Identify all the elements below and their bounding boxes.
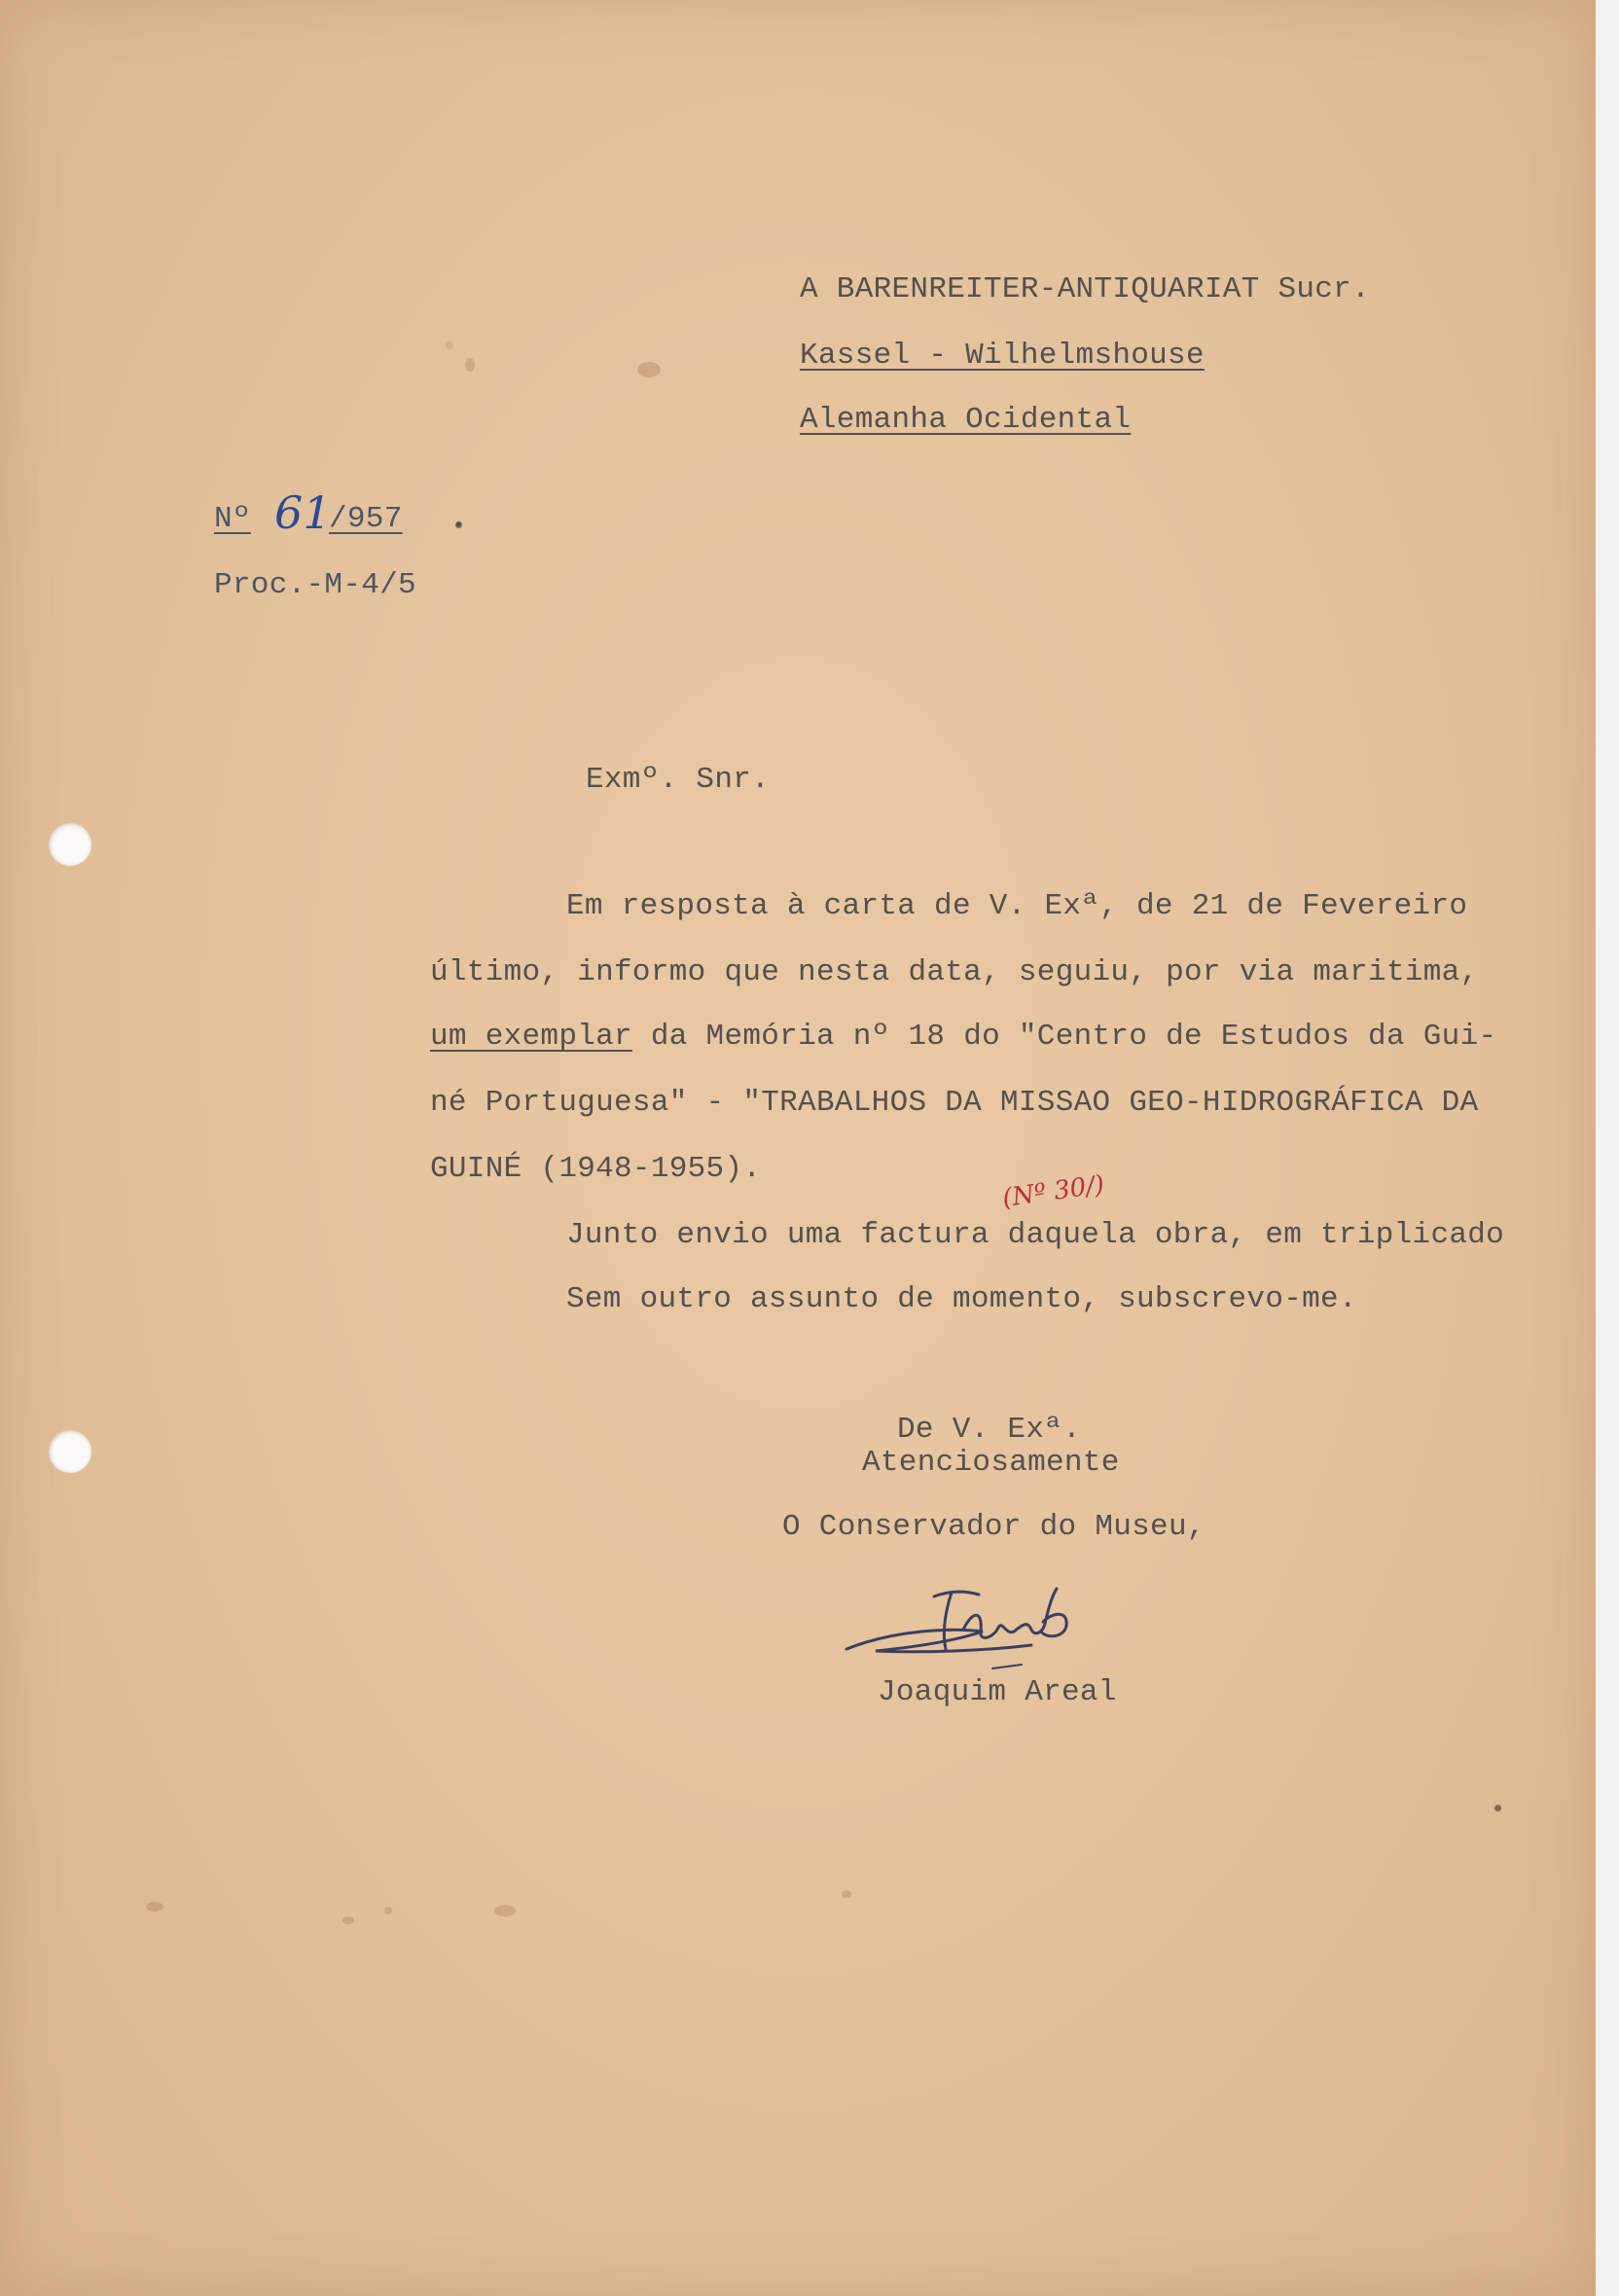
paper-stain <box>384 1907 392 1915</box>
underlined-phrase: um exemplar <box>430 1020 632 1054</box>
closing-title: O Conservador do Museu, <box>782 1510 1205 1544</box>
paper-stain <box>342 1917 354 1924</box>
body-line-5: GUINÉ (1948-1955). <box>430 1152 762 1186</box>
process-reference: Proc.-M-4/5 <box>214 568 416 602</box>
salutation: Exmº. Snr. <box>586 763 771 797</box>
handwritten-red-note: (Nº 30/) <box>1000 1169 1106 1214</box>
paper-stain <box>494 1905 516 1917</box>
paper-stain <box>146 1902 163 1912</box>
paper-stain <box>465 358 475 372</box>
closing-line-1: De V. Exª. <box>897 1413 1082 1447</box>
body-line-4: né Portuguesa" - "TRABALHOS DA MISSAO GEO-HIDROGRÁFICA DA <box>430 1086 1479 1120</box>
recipient-country: Alemanha Ocidental <box>800 403 1132 437</box>
paper-stain <box>446 341 453 350</box>
signatory-name: Joaquim Areal <box>878 1675 1117 1709</box>
body-paragraph-3: Sem outro assunto de momento, subscrevo-me. <box>566 1282 1357 1316</box>
body-line-3 <box>430 1020 1496 1055</box>
page-edge <box>1596 0 1619 2296</box>
recipient-city: Kassel - Wilhelmshouse <box>800 339 1205 373</box>
body-line-2: último, informo que nesta data, seguiu, por via maritima, <box>430 955 1479 989</box>
paper-stain <box>637 362 661 377</box>
reference-handwritten-number: 61 <box>274 486 332 539</box>
paper-stain <box>842 1890 851 1898</box>
punch-hole-top <box>49 823 91 866</box>
closing-line-2: Atenciosamente <box>862 1446 1120 1480</box>
punch-hole-bottom <box>49 1430 91 1473</box>
handwritten-signature <box>837 1571 1148 1688</box>
reference-prefix: Nº <box>214 502 251 536</box>
reference-year: /957 <box>329 502 403 536</box>
body-line-1: Em resposta à carta de V. Exª, de 21 de Fevereiro <box>566 889 1468 923</box>
reference-dot: . <box>450 502 468 536</box>
recipient-name: A BARENREITER-ANTIQUARIAT Sucr. <box>800 272 1370 306</box>
paper-stain <box>1494 1805 1501 1812</box>
body-paragraph-2: Junto envio uma factura daquela obra, em triplicado <box>566 1218 1505 1252</box>
body-line-3-rest: da Memória nº 18 do "Centro de Estudos da Gui- <box>631 1020 1497 1054</box>
